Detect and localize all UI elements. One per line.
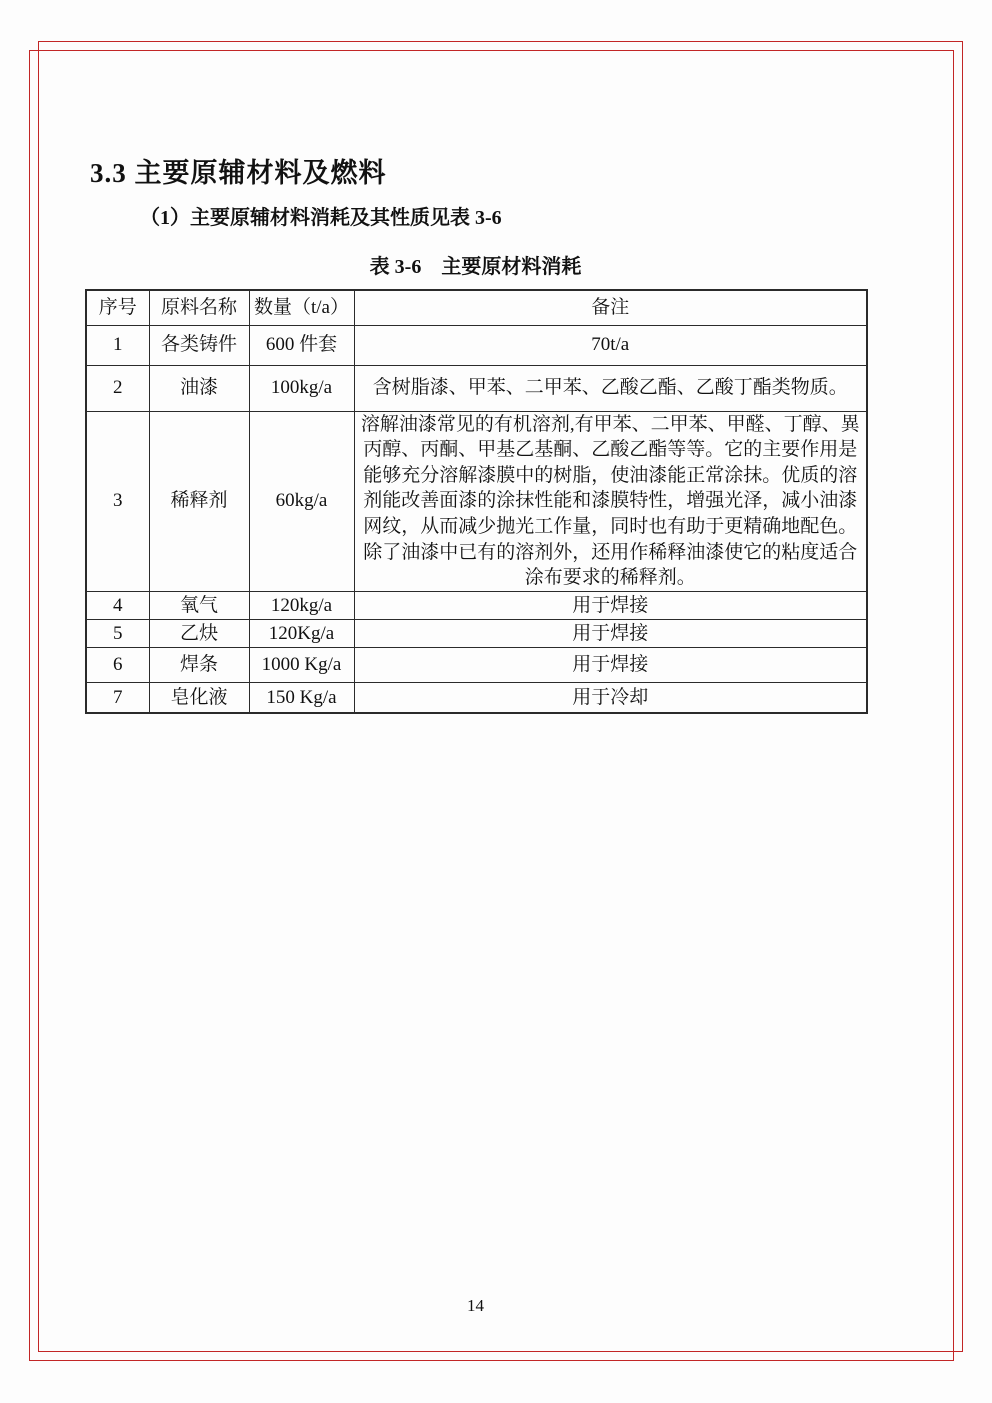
header-cell-no: 序号 <box>86 290 149 325</box>
cell-no: 4 <box>86 591 149 619</box>
subsection-heading: （1）主要原辅材料消耗及其性质见表 3-6 <box>140 207 502 229</box>
cell-qty: 100kg/a <box>249 365 354 411</box>
cell-no: 3 <box>86 411 149 591</box>
cell-no: 6 <box>86 647 149 682</box>
cell-qty: 60kg/a <box>249 411 354 591</box>
cell-no: 2 <box>86 365 149 411</box>
header-cell-name: 原料名称 <box>149 290 249 325</box>
cell-remark: 用于焊接 <box>354 591 867 619</box>
cell-remark: 用于焊接 <box>354 619 867 647</box>
table-row <box>86 365 867 411</box>
cell-remark: 用于冷却 <box>354 682 867 713</box>
page-number: 14 <box>467 1296 484 1315</box>
cell-name: 皂化液 <box>149 682 249 713</box>
table-header-row <box>86 290 867 325</box>
cell-qty: 120Kg/a <box>249 619 354 647</box>
cell-name: 乙炔 <box>149 619 249 647</box>
table-row <box>86 591 867 619</box>
materials-table <box>85 289 868 714</box>
table-caption: 表 3-6 主要原材料消耗 <box>369 256 582 278</box>
cell-no: 5 <box>86 619 149 647</box>
header-cell-qty: 数量（t/a） <box>249 290 354 325</box>
cell-qty: 1000 Kg/a <box>249 647 354 682</box>
cell-remark: 溶解油漆常见的有机溶剂,有甲苯、二甲苯、甲醛、丁醇、異丙醇、丙酮、甲基乙基酮、乙酸乙酯等等。它的主要作用是能够充分溶解漆膜中的树脂，使油漆能正常涂抹。优质的溶剂能改善面漆的涂抹性能和漆膜特性，增强光泽，减小油漆网纹，从而减少抛光工作量，同时也有助于更精确地配色。除了油漆中已有的溶剂外，还用作稀释油漆使它的粘度适合涂布要求的稀释剂。 <box>354 411 867 591</box>
cell-name: 焊条 <box>149 647 249 682</box>
cell-qty: 150 Kg/a <box>249 682 354 713</box>
cell-remark: 含树脂漆、甲苯、二甲苯、乙酸乙酯、乙酸丁酯类物质。 <box>354 365 867 411</box>
header-cell-remark: 备注 <box>354 290 867 325</box>
table-row <box>86 325 867 365</box>
cell-no: 1 <box>86 325 149 365</box>
cell-name: 氧气 <box>149 591 249 619</box>
table-row <box>86 619 867 647</box>
table-row <box>86 647 867 682</box>
cell-name: 各类铸件 <box>149 325 249 365</box>
cell-qty: 120kg/a <box>249 591 354 619</box>
cell-no: 7 <box>86 682 149 713</box>
table-row <box>86 411 867 591</box>
cell-remark: 用于焊接 <box>354 647 867 682</box>
cell-remark: 70t/a <box>354 325 867 365</box>
cell-name: 油漆 <box>149 365 249 411</box>
cell-name: 稀释剂 <box>149 411 249 591</box>
table-row <box>86 682 867 713</box>
section-title: 3.3 主要原辅材料及燃料 <box>90 158 387 188</box>
cell-qty: 600 件套 <box>249 325 354 365</box>
